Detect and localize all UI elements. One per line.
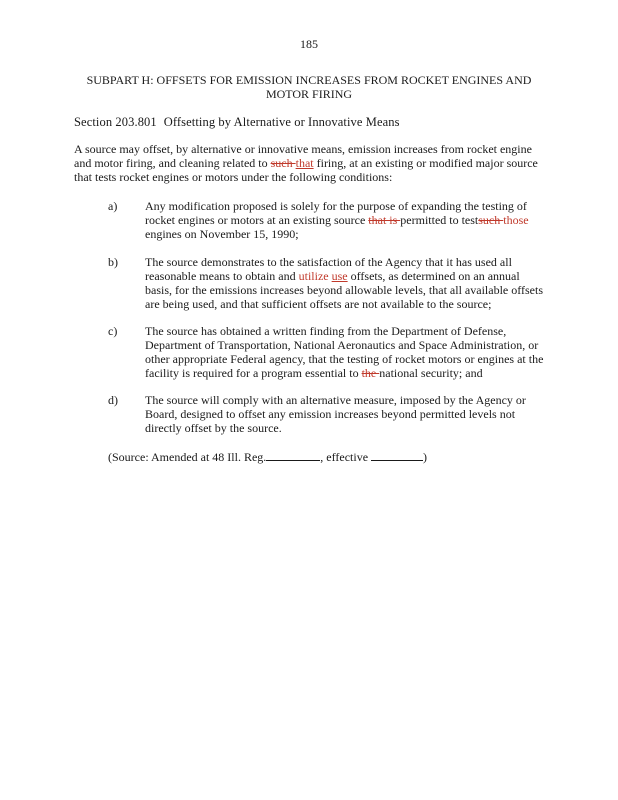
- item-b-text-2: offsets, as determined on an annual basis, for the emissions increases beyond allowable levels, that all available offsets are being used, and that sufficient offsets are not available to the source;: [145, 269, 543, 311]
- list-marker-a: a): [108, 199, 118, 213]
- list-item-a-text: [145, 199, 548, 241]
- item-c-text-1: The source has obtained a written finding from the Department of Defense, Department of Transportation, National Aeronautics and Space Administration, or other appropriate Federal agency, that the testing of rocket motors or engines at the facility is required for a program essential to: [145, 324, 544, 380]
- register-blank: [266, 449, 320, 461]
- list-item-c-text: [145, 324, 548, 380]
- intro-deleted-text: such: [270, 156, 296, 170]
- item-b-deleted: use: [331, 269, 348, 283]
- effective-date-blank: [371, 449, 423, 461]
- section-heading: [74, 115, 400, 130]
- item-a-text-1: Any modification proposed is solely for the purpose of expanding the testing of rocket engines or motors at an existing source: [145, 199, 527, 227]
- list-marker-c: c): [108, 324, 118, 338]
- item-a-text-2: permitted to test: [400, 213, 479, 227]
- intro-text-2: firing, at an existing or modified major source that tests rocket engines or motors under the following conditions:: [74, 156, 538, 184]
- intro-paragraph: [74, 142, 544, 184]
- list-item-b: [108, 255, 548, 311]
- item-a-inserted: those: [503, 213, 529, 227]
- source-note-text-1: (Source: Amended at 48 Ill. Reg.: [108, 450, 267, 464]
- list-item-d-text: The source will comply with an alternative measure, imposed by the Agency or Board, designed to offset any emission increases beyond permitted levels not directly offset by the source.: [145, 393, 526, 435]
- source-note-text-2: , effective: [320, 450, 372, 464]
- list-marker-b: b): [108, 255, 118, 269]
- subpart-title-line2: MOTOR FIRING: [265, 87, 353, 101]
- subpart-title: [74, 73, 544, 101]
- list-item-c: [108, 324, 548, 380]
- item-c-deleted: the: [361, 366, 380, 380]
- item-c-text-2: national security; and: [379, 366, 483, 380]
- page-number: 185: [300, 37, 318, 51]
- item-a-text-3: engines on November 15, 1990;: [145, 227, 299, 241]
- list-item-b-text: [145, 255, 548, 311]
- source-note-text-3: ): [423, 450, 428, 464]
- intro-inserted-text: that: [295, 156, 314, 170]
- source-note: [108, 449, 427, 464]
- subpart-title-line1: SUBPART H: OFFSETS FOR EMISSION INCREASES FROM ROCKET ENGINES AND: [86, 73, 532, 87]
- list-marker-d: d): [108, 393, 118, 407]
- item-b-inserted: utilize: [298, 269, 332, 283]
- list-item-a: [108, 199, 548, 241]
- item-a-deleted-2: such: [478, 213, 504, 227]
- section-title: Offsetting by Alternative or Innovative Means: [163, 115, 400, 129]
- section-number: Section 203.801: [74, 115, 157, 129]
- item-b-text-1: The source demonstrates to the satisfaction of the Agency that it has used all reasonable means to obtain and: [145, 255, 512, 283]
- intro-text-1: A source may offset, by alternative or innovative means, emission increases from rocket engine and motor firing, and cleaning related to: [74, 142, 532, 170]
- item-a-deleted-1: that is: [368, 213, 401, 227]
- list-item-d: [108, 393, 548, 435]
